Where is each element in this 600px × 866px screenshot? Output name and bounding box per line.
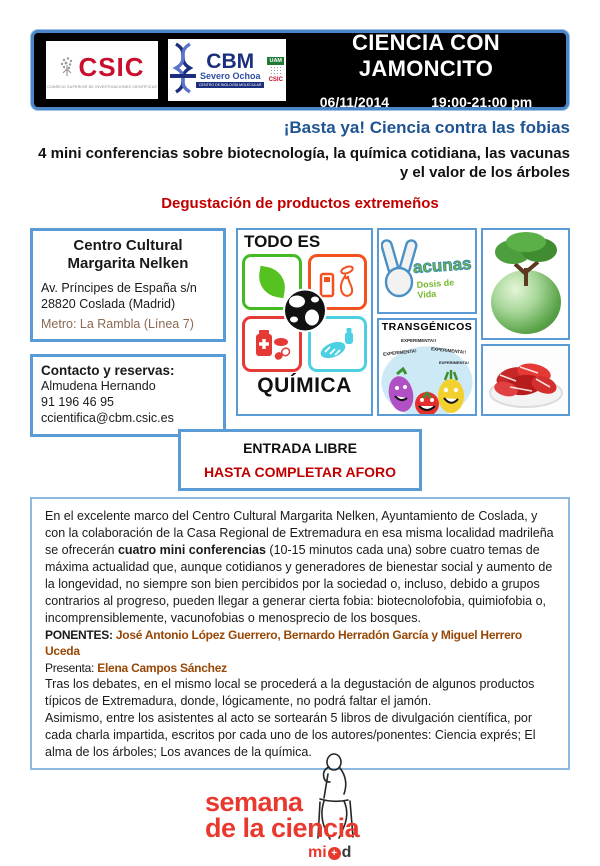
dna-helix-icon	[170, 42, 196, 98]
cbm-logo	[168, 39, 286, 101]
tree-icon	[491, 230, 561, 288]
event-title: CIENCIA CON JAMONCITO	[352, 30, 500, 81]
speakers-names: José Antonio López Guerrero, Bernardo Herradón García y Miguel Herrero Uceda	[45, 628, 523, 659]
tree-globe-image	[481, 228, 570, 340]
venue-address-line1: Av. Príncipes de España s/n	[41, 281, 197, 295]
contact-phone: 91 196 46 95	[41, 394, 114, 409]
contact-email[interactable]: ccientifica@cbm.csic.es	[41, 411, 174, 425]
csic-caption: CONSEJO SUPERIOR DE INVESTIGACIONES CIENTÍFICAS	[47, 84, 157, 89]
vacunas-logo	[377, 228, 477, 314]
paragraph-intro	[45, 508, 555, 627]
vacunas-wordmark: acunas	[412, 253, 473, 278]
csic-emblem-icon	[270, 66, 282, 76]
madrimasd-brand	[308, 844, 351, 862]
transgenicos-title: TRANSGÉNICOS	[379, 320, 475, 335]
semana-line2: de la ciencia	[205, 813, 360, 843]
intro-part2: (10-15 minutos cada una) sobre cuatro temas de máxima actualidad que, aunque cotidianos y generadores de bienestar social y aumento de la longevidad, no siempre son bien percibidos por la sociedad o, incluso, debido a grupos contrarios al progreso, pueden llegar a generar cierta fobia: biotecnolofobia, quimiofobia o, incomprensiblemente, vacunofobias o menosprecio de los bosques.	[45, 543, 553, 625]
uam-badge: UAM	[269, 58, 282, 64]
event-title-block	[286, 30, 566, 110]
venue-name-line1: Centro Cultural	[73, 237, 183, 254]
venue-address	[41, 280, 215, 313]
cartoon-vegetables-icon	[383, 362, 471, 414]
csic-acronym: CSIC	[78, 51, 145, 82]
tasting-line: Degustación de productos extremeños	[161, 194, 439, 212]
collage-middle-column	[377, 228, 477, 416]
description	[30, 145, 570, 183]
shout-label: EXPERIMENTA!	[382, 348, 417, 357]
brand-d: d	[341, 844, 352, 861]
presenter-name: Elena Campos Sánchez	[97, 660, 227, 675]
transgenicos-cartoon	[377, 318, 477, 416]
quimica-title-bottom: QUÍMICA	[257, 374, 352, 397]
body-text-box	[30, 497, 570, 770]
entry-line2: HASTA COMPLETAR AFORO	[203, 464, 397, 480]
globe-icon	[282, 288, 328, 339]
plus-icon: +	[328, 847, 341, 860]
event-time: 19:00-21:00 pm	[431, 94, 533, 110]
intro-part1: En el excelente marco del Centro Cultural Margarita Nelken, Ayuntamiento de Coslada, y con la colaboración de la Casa Regional de Extremadura en esa misma localidad madrileña se ofrecerán	[45, 509, 554, 557]
info-columns	[30, 228, 570, 437]
quimica-title-top: TODO ES	[244, 232, 321, 251]
ham-plate-icon	[486, 349, 566, 411]
cbm-name: Severo Ochoa	[199, 70, 261, 81]
semana-line1: semana	[205, 787, 303, 817]
entry-line1: ENTRADA LIBRE	[243, 440, 357, 456]
csic-tree-icon	[59, 56, 75, 78]
paragraph-raffle: Asimismo, entre los asistentes al acto se sortearán 5 libros de divulgación científica, por cada charla impartida, escritos por cada uno de los autores/ponentes: Ciencia exprés; El alma de los árboles; Los avances de la química.	[45, 710, 536, 759]
venue-address-line2: 28820 Coslada (Madrid)	[41, 297, 176, 312]
subtitle-block	[30, 118, 570, 212]
header-banner	[31, 30, 569, 110]
cbm-acronym: CBM	[206, 49, 255, 73]
venue-metro: Metro: La Rambla (Línea 7)	[41, 316, 194, 331]
venue-box	[30, 228, 226, 342]
venue-name	[41, 237, 215, 273]
transgenicos-scene	[379, 334, 475, 414]
venue-name-line2: Margarita Nelken	[67, 255, 189, 272]
brand-mi: mi	[308, 844, 327, 861]
cbm-caption: CENTRO DE BIOLOGÍA MOLECULAR	[196, 82, 265, 88]
todo-es-quimica-poster	[236, 228, 373, 416]
entry-box	[178, 429, 422, 491]
venue-column	[30, 228, 226, 437]
csic-badge: CSIC	[268, 77, 283, 83]
slogan: ¡Basta ya! Ciencia contra las fobias	[283, 118, 570, 137]
presenter-label: Presenta:	[45, 660, 95, 675]
description-line1: 4 mini conferencias sobre biotecnología, la química cotidiana, las vacunas	[38, 145, 570, 162]
contact-name: Almudena Hernando	[41, 378, 156, 393]
collage-right-column	[481, 228, 570, 416]
event-date: 06/11/2014	[319, 94, 390, 110]
intro-bold: cuatro mini conferencias	[117, 543, 266, 557]
contact-heading: Contacto y reservas:	[41, 362, 175, 378]
csic-logo	[46, 41, 158, 99]
contact-box	[30, 354, 226, 438]
speakers-label: PONENTES:	[45, 628, 113, 642]
paragraph-tasting: Tras los debates, en el mismo local se procederá a la degustación de algunos productos típicos de Extremadura, donde, lógicamente, no podrá faltar el jamón.	[45, 676, 535, 708]
speakers-line	[45, 627, 555, 676]
semana-ciencia-logo	[205, 752, 435, 864]
shout-label: EXPERIMENTA!	[439, 360, 469, 365]
shout-label: EXPERIMENTA!!	[401, 338, 437, 343]
description-line2: y el valor de los árboles	[399, 163, 570, 181]
jamon-plate-image	[481, 344, 570, 416]
image-collage	[236, 228, 570, 416]
vacunas-tagline: Dosis de Vida	[416, 277, 455, 300]
shout-label: EXPERIMENTA!!	[430, 346, 467, 355]
